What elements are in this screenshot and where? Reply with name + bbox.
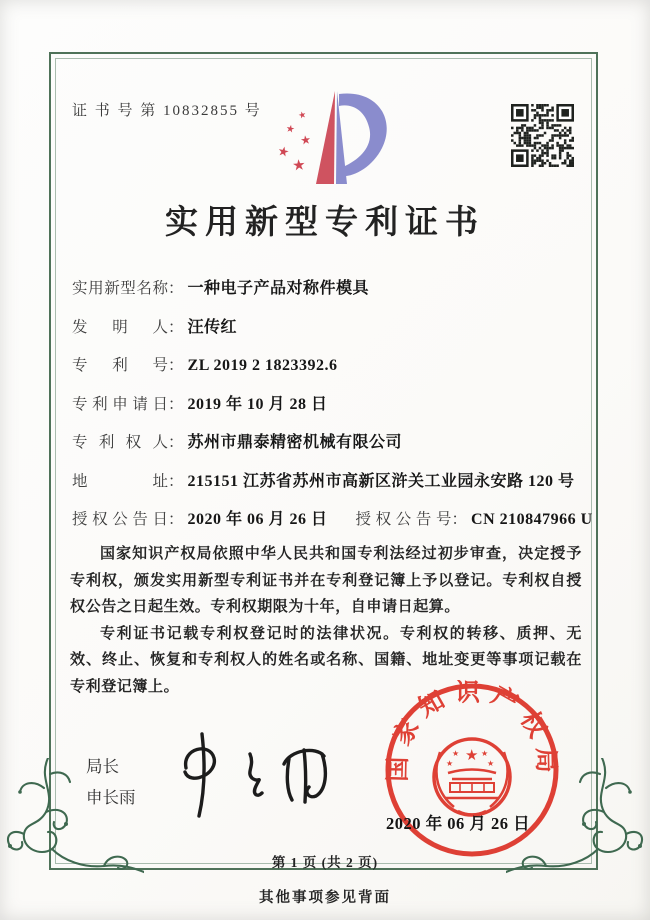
field-value: 汪传红 — [187, 318, 238, 336]
field-value: ZL 2019 2 1823392.6 — [187, 357, 338, 374]
field-value: 2020 年 06 月 26 日 — [187, 511, 328, 528]
field-row-address — [72, 471, 584, 493]
certificate-title: 实用新型专利证书 — [165, 205, 485, 241]
svg-text:★: ★ — [284, 123, 296, 136]
field-list — [72, 278, 593, 548]
svg-text:★: ★ — [291, 155, 307, 175]
field-colon: ： — [168, 280, 184, 297]
field-colon: ： — [168, 511, 184, 528]
svg-text:★: ★ — [276, 143, 291, 161]
field-colon: ： — [168, 357, 184, 374]
field-label: 专利号 — [72, 357, 168, 374]
svg-text:★: ★ — [297, 110, 308, 122]
field-value: 2019 年 10 月 28 日 — [187, 395, 328, 413]
field-label: 专利权人 — [72, 434, 168, 451]
grant-date-pair — [72, 509, 328, 531]
seal-date: 2020 年 06 月 26 日 — [386, 814, 531, 833]
field-colon: ： — [451, 511, 468, 528]
field-value: CN 210847966 U — [471, 511, 593, 528]
legal-paragraph: 专利证书记载专利权登记时的法律状况。专利权的转移、质押、无效、终止、恢复和专利权人的姓名或名称、国籍、地址变更等事项记载在专利登记簿上。 — [70, 625, 582, 695]
field-row-inventor — [72, 317, 584, 339]
field-row-name — [72, 278, 584, 300]
field-label: 实用新型名称 — [72, 280, 168, 297]
field-label: 专利申请日 — [72, 395, 168, 413]
field-row-filing-date — [72, 394, 584, 416]
legal-text — [70, 541, 582, 700]
director-name: 申长雨 — [86, 788, 136, 807]
director-block — [86, 751, 136, 813]
svg-text:★: ★ — [452, 749, 460, 758]
svg-text:国家知识产权局 — [384, 680, 561, 782]
svg-text:★: ★ — [481, 749, 489, 758]
director-title: 局长 — [86, 757, 119, 776]
field-value: 一种电子产品对称件模具 — [187, 280, 370, 297]
seal-ring-text: 国家知识产权局 — [384, 680, 560, 783]
qr-code-icon — [511, 104, 574, 167]
field-value: 215151 江苏省苏州市高新区浒关工业园永安路 120 号 — [187, 472, 575, 490]
field-label: 发明人 — [72, 318, 168, 336]
field-colon: ： — [168, 434, 184, 451]
field-row-grant — [72, 509, 593, 531]
field-colon: ： — [168, 395, 184, 413]
field-colon: ： — [168, 472, 184, 490]
field-colon: ： — [168, 318, 184, 336]
certificate-number: 证 书 号 第 10832855 号 — [72, 103, 262, 119]
field-row-patent-no — [72, 355, 584, 377]
national-emblem-icon — [434, 739, 510, 815]
grant-number-pair — [356, 509, 593, 531]
svg-text:★: ★ — [299, 132, 312, 148]
svg-text:★: ★ — [465, 746, 479, 764]
field-row-patentee — [72, 432, 584, 454]
field-label: 授权公告号 — [355, 511, 452, 528]
cnipa-patent-logo-icon — [256, 86, 428, 190]
page-number: 第 1 页 (共 2 页) — [271, 855, 379, 870]
back-side-note: 其他事项参见背面 — [259, 890, 391, 906]
legal-paragraph: 国家知识产权局依照中华人民共和国专利法经过初步审查，决定授予专利权，颁发实用新型专利证书并在专利登记簿上予以登记。专利权自授权公告之日起生效。专利权期限为十年，自申请日起算。 — [70, 546, 582, 615]
svg-text:★: ★ — [487, 759, 495, 768]
svg-text:★: ★ — [446, 759, 454, 768]
field-label: 地址 — [72, 472, 168, 490]
field-label: 授权公告日 — [72, 511, 168, 528]
field-value: 苏州市鼎泰精密机械有限公司 — [187, 434, 403, 451]
director-signature — [158, 728, 358, 823]
